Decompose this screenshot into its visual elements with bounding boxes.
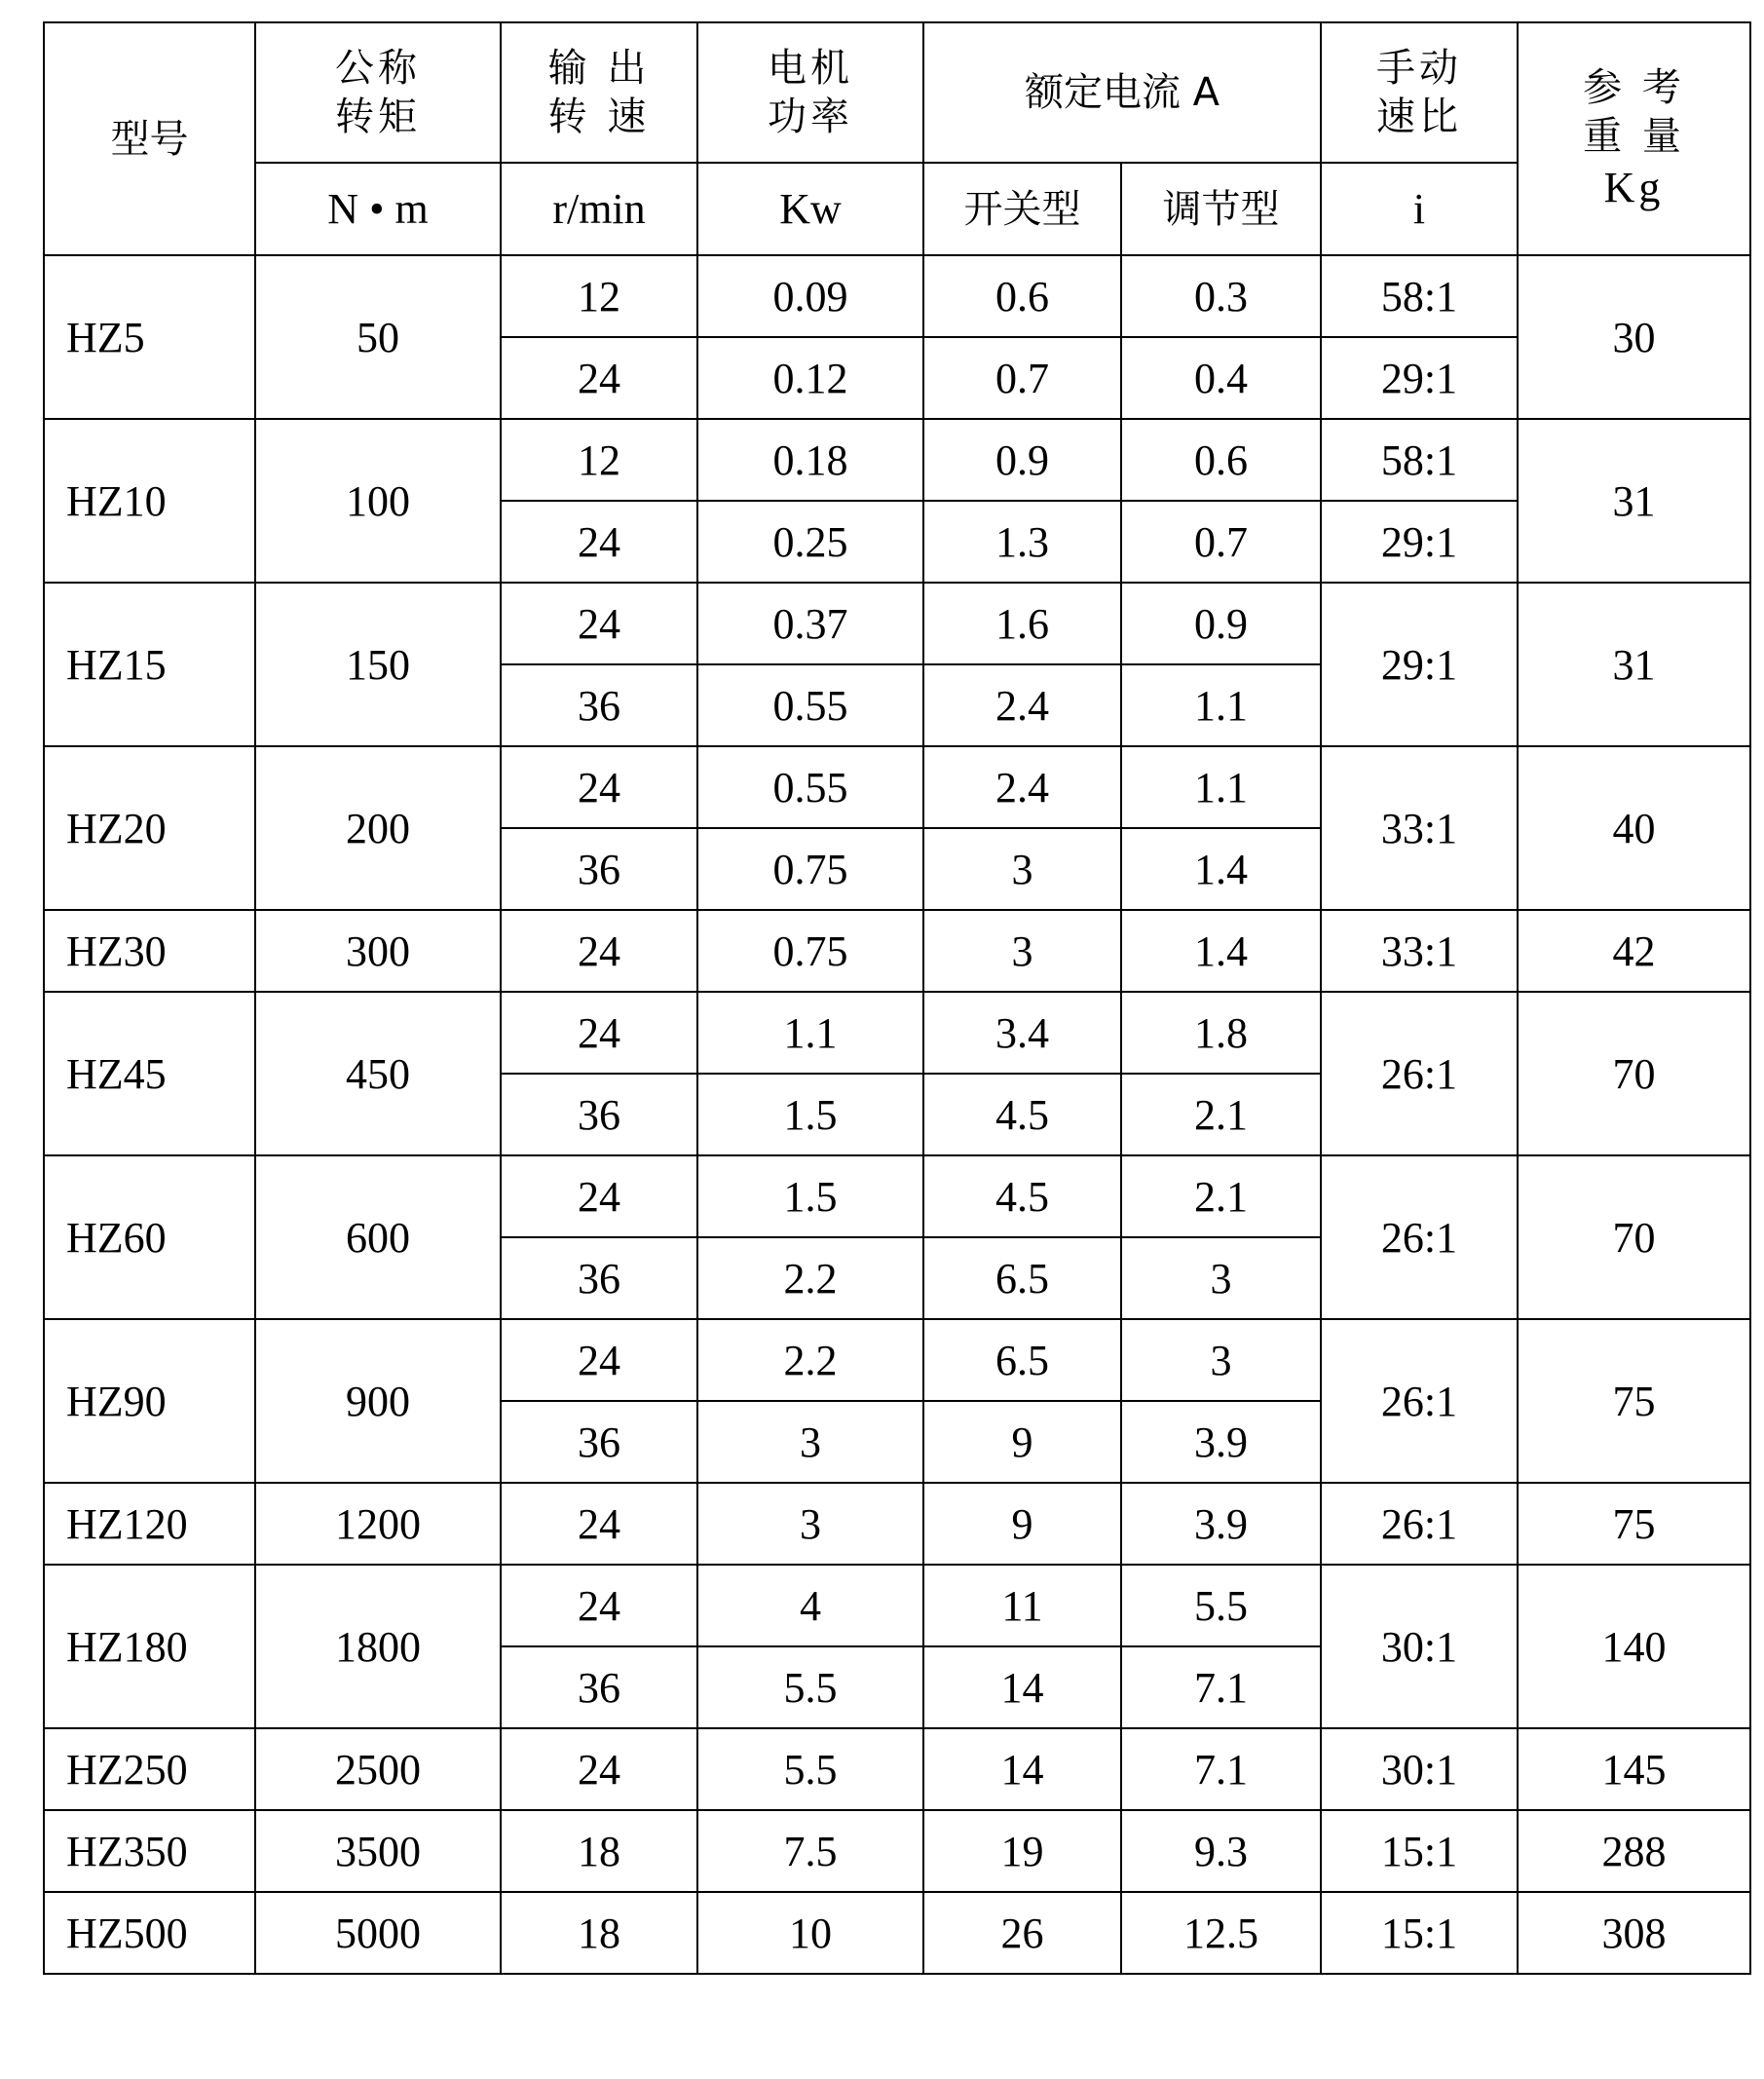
model-cell: HZ30 bbox=[44, 910, 255, 992]
ratio-cell: 29:1 bbox=[1321, 583, 1518, 746]
model-cell: HZ350 bbox=[44, 1810, 255, 1892]
current-regulating-cell: 9.3 bbox=[1121, 1810, 1321, 1892]
speed-cell: 18 bbox=[501, 1810, 697, 1892]
spec-table bbox=[43, 21, 1751, 1975]
torque-cell: 150 bbox=[255, 583, 501, 746]
power-cell: 0.25 bbox=[697, 501, 923, 583]
weight-cell: 31 bbox=[1518, 419, 1750, 583]
speed-cell: 24 bbox=[501, 992, 697, 1074]
header-power-unit: Kw bbox=[697, 163, 923, 255]
header-model: 型号 bbox=[44, 22, 255, 255]
weight-cell: 40 bbox=[1518, 746, 1750, 910]
ratio-cell: 26:1 bbox=[1321, 1319, 1518, 1483]
table-row bbox=[44, 1155, 1750, 1237]
header-torque-unit: N • m bbox=[255, 163, 501, 255]
model-cell: HZ20 bbox=[44, 746, 255, 910]
ratio-cell: 30:1 bbox=[1321, 1728, 1518, 1810]
speed-cell: 12 bbox=[501, 419, 697, 501]
power-cell: 0.55 bbox=[697, 746, 923, 828]
weight-cell: 30 bbox=[1518, 255, 1750, 419]
current-regulating-cell: 3.9 bbox=[1121, 1483, 1321, 1565]
model-cell: HZ120 bbox=[44, 1483, 255, 1565]
current-regulating-cell: 7.1 bbox=[1121, 1728, 1321, 1810]
current-switch-cell: 4.5 bbox=[923, 1074, 1121, 1155]
weight-cell: 42 bbox=[1518, 910, 1750, 992]
current-regulating-cell: 0.3 bbox=[1121, 255, 1321, 337]
power-cell: 0.75 bbox=[697, 910, 923, 992]
weight-cell: 75 bbox=[1518, 1483, 1750, 1565]
table-body bbox=[44, 255, 1750, 1974]
model-cell: HZ15 bbox=[44, 583, 255, 746]
header-ratio: 手动 速比 bbox=[1321, 22, 1518, 163]
current-regulating-cell: 0.6 bbox=[1121, 419, 1321, 501]
header-current-regulating: 调节型 bbox=[1121, 163, 1321, 255]
table-row bbox=[44, 1565, 1750, 1646]
speed-cell: 36 bbox=[501, 1237, 697, 1319]
speed-cell: 24 bbox=[501, 1319, 697, 1401]
power-cell: 5.5 bbox=[697, 1646, 923, 1728]
torque-cell: 2500 bbox=[255, 1728, 501, 1810]
torque-cell: 5000 bbox=[255, 1892, 501, 1974]
ratio-cell: 33:1 bbox=[1321, 746, 1518, 910]
power-cell: 7.5 bbox=[697, 1810, 923, 1892]
torque-cell: 300 bbox=[255, 910, 501, 992]
torque-cell: 3500 bbox=[255, 1810, 501, 1892]
current-switch-cell: 1.6 bbox=[923, 583, 1121, 664]
speed-cell: 36 bbox=[501, 1646, 697, 1728]
table-row bbox=[44, 1810, 1750, 1892]
power-cell: 0.12 bbox=[697, 337, 923, 419]
current-switch-cell: 2.4 bbox=[923, 746, 1121, 828]
model-cell: HZ45 bbox=[44, 992, 255, 1155]
torque-cell: 600 bbox=[255, 1155, 501, 1319]
current-switch-cell: 11 bbox=[923, 1565, 1121, 1646]
current-regulating-cell: 2.1 bbox=[1121, 1155, 1321, 1237]
speed-cell: 36 bbox=[501, 828, 697, 910]
table-row bbox=[44, 992, 1750, 1074]
power-cell: 2.2 bbox=[697, 1237, 923, 1319]
weight-cell: 70 bbox=[1518, 1155, 1750, 1319]
current-regulating-cell: 3.9 bbox=[1121, 1401, 1321, 1483]
ratio-cell: 29:1 bbox=[1321, 501, 1518, 583]
table-row bbox=[44, 1728, 1750, 1810]
current-regulating-cell: 5.5 bbox=[1121, 1565, 1321, 1646]
torque-cell: 1200 bbox=[255, 1483, 501, 1565]
current-regulating-cell: 1.4 bbox=[1121, 828, 1321, 910]
power-cell: 2.2 bbox=[697, 1319, 923, 1401]
model-cell: HZ60 bbox=[44, 1155, 255, 1319]
torque-cell: 100 bbox=[255, 419, 501, 583]
table-row bbox=[44, 1892, 1750, 1974]
ratio-cell: 15:1 bbox=[1321, 1810, 1518, 1892]
current-switch-cell: 9 bbox=[923, 1401, 1121, 1483]
power-cell: 0.18 bbox=[697, 419, 923, 501]
weight-cell: 308 bbox=[1518, 1892, 1750, 1974]
current-switch-cell: 19 bbox=[923, 1810, 1121, 1892]
current-regulating-cell: 0.4 bbox=[1121, 337, 1321, 419]
current-regulating-cell: 12.5 bbox=[1121, 1892, 1321, 1974]
model-cell: HZ10 bbox=[44, 419, 255, 583]
current-regulating-cell: 0.9 bbox=[1121, 583, 1321, 664]
speed-cell: 24 bbox=[501, 501, 697, 583]
model-cell: HZ90 bbox=[44, 1319, 255, 1483]
current-regulating-cell: 1.1 bbox=[1121, 746, 1321, 828]
current-regulating-cell: 3 bbox=[1121, 1237, 1321, 1319]
power-cell: 0.09 bbox=[697, 255, 923, 337]
current-regulating-cell: 3 bbox=[1121, 1319, 1321, 1401]
torque-cell: 200 bbox=[255, 746, 501, 910]
speed-cell: 24 bbox=[501, 1155, 697, 1237]
current-switch-cell: 2.4 bbox=[923, 664, 1121, 746]
ratio-cell: 29:1 bbox=[1321, 337, 1518, 419]
current-switch-cell: 4.5 bbox=[923, 1155, 1121, 1237]
weight-cell: 31 bbox=[1518, 583, 1750, 746]
header-weight: 参 考 重 量 Kg bbox=[1518, 22, 1750, 255]
speed-cell: 12 bbox=[501, 255, 697, 337]
weight-cell: 145 bbox=[1518, 1728, 1750, 1810]
weight-cell: 288 bbox=[1518, 1810, 1750, 1892]
table-header bbox=[44, 22, 1750, 255]
current-regulating-cell: 7.1 bbox=[1121, 1646, 1321, 1728]
current-switch-cell: 26 bbox=[923, 1892, 1121, 1974]
speed-cell: 24 bbox=[501, 1483, 697, 1565]
header-ratio-unit: i bbox=[1321, 163, 1518, 255]
speed-cell: 36 bbox=[501, 1074, 697, 1155]
header-power: 电机 功率 bbox=[697, 22, 923, 163]
speed-cell: 24 bbox=[501, 746, 697, 828]
current-switch-cell: 1.3 bbox=[923, 501, 1121, 583]
model-cell: HZ500 bbox=[44, 1892, 255, 1974]
torque-cell: 900 bbox=[255, 1319, 501, 1483]
current-switch-cell: 14 bbox=[923, 1728, 1121, 1810]
power-cell: 1.5 bbox=[697, 1155, 923, 1237]
power-cell: 0.37 bbox=[697, 583, 923, 664]
current-switch-cell: 0.6 bbox=[923, 255, 1121, 337]
model-cell: HZ5 bbox=[44, 255, 255, 419]
table-row bbox=[44, 1319, 1750, 1401]
speed-cell: 24 bbox=[501, 583, 697, 664]
ratio-cell: 30:1 bbox=[1321, 1565, 1518, 1728]
current-regulating-cell: 1.1 bbox=[1121, 664, 1321, 746]
current-switch-cell: 9 bbox=[923, 1483, 1121, 1565]
ratio-cell: 15:1 bbox=[1321, 1892, 1518, 1974]
torque-cell: 450 bbox=[255, 992, 501, 1155]
header-torque: 公称 转矩 bbox=[255, 22, 501, 163]
torque-cell: 1800 bbox=[255, 1565, 501, 1728]
current-switch-cell: 6.5 bbox=[923, 1319, 1121, 1401]
current-regulating-cell: 2.1 bbox=[1121, 1074, 1321, 1155]
current-switch-cell: 0.7 bbox=[923, 337, 1121, 419]
power-cell: 0.55 bbox=[697, 664, 923, 746]
ratio-cell: 26:1 bbox=[1321, 1155, 1518, 1319]
ratio-cell: 33:1 bbox=[1321, 910, 1518, 992]
header-speed: 输 出 转 速 bbox=[501, 22, 697, 163]
power-cell: 3 bbox=[697, 1483, 923, 1565]
weight-cell: 140 bbox=[1518, 1565, 1750, 1728]
current-switch-cell: 6.5 bbox=[923, 1237, 1121, 1319]
table-row bbox=[44, 1483, 1750, 1565]
power-cell: 1.5 bbox=[697, 1074, 923, 1155]
speed-cell: 24 bbox=[501, 910, 697, 992]
header-current-switch: 开关型 bbox=[923, 163, 1121, 255]
current-regulating-cell: 1.4 bbox=[1121, 910, 1321, 992]
current-switch-cell: 0.9 bbox=[923, 419, 1121, 501]
current-regulating-cell: 0.7 bbox=[1121, 501, 1321, 583]
speed-cell: 36 bbox=[501, 1401, 697, 1483]
power-cell: 1.1 bbox=[697, 992, 923, 1074]
current-switch-cell: 3.4 bbox=[923, 992, 1121, 1074]
ratio-cell: 58:1 bbox=[1321, 419, 1518, 501]
model-cell: HZ180 bbox=[44, 1565, 255, 1728]
table-row bbox=[44, 255, 1750, 337]
speed-cell: 24 bbox=[501, 1565, 697, 1646]
ratio-cell: 26:1 bbox=[1321, 1483, 1518, 1565]
power-cell: 10 bbox=[697, 1892, 923, 1974]
speed-cell: 24 bbox=[501, 337, 697, 419]
power-cell: 5.5 bbox=[697, 1728, 923, 1810]
weight-cell: 75 bbox=[1518, 1319, 1750, 1483]
table-row bbox=[44, 583, 1750, 664]
ratio-cell: 26:1 bbox=[1321, 992, 1518, 1155]
speed-cell: 24 bbox=[501, 1728, 697, 1810]
power-cell: 3 bbox=[697, 1401, 923, 1483]
power-cell: 0.75 bbox=[697, 828, 923, 910]
torque-cell: 50 bbox=[255, 255, 501, 419]
weight-cell: 70 bbox=[1518, 992, 1750, 1155]
model-cell: HZ250 bbox=[44, 1728, 255, 1810]
speed-cell: 18 bbox=[501, 1892, 697, 1974]
current-switch-cell: 3 bbox=[923, 828, 1121, 910]
table-row bbox=[44, 910, 1750, 992]
header-speed-unit: r/min bbox=[501, 163, 697, 255]
speed-cell: 36 bbox=[501, 664, 697, 746]
table-row bbox=[44, 419, 1750, 501]
current-switch-cell: 3 bbox=[923, 910, 1121, 992]
current-switch-cell: 14 bbox=[923, 1646, 1121, 1728]
power-cell: 4 bbox=[697, 1565, 923, 1646]
current-regulating-cell: 1.8 bbox=[1121, 992, 1321, 1074]
header-current: 额定电流 A bbox=[923, 22, 1321, 163]
ratio-cell: 58:1 bbox=[1321, 255, 1518, 337]
table-row bbox=[44, 746, 1750, 828]
